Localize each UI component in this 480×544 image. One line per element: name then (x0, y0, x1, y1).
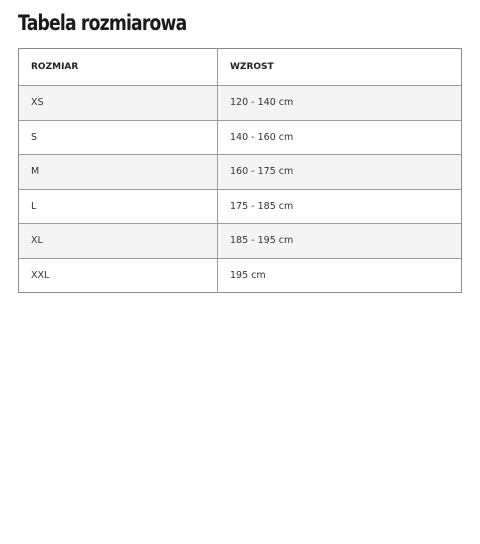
size-cell: XS (19, 86, 218, 121)
height-cell: 175 - 185 cm (218, 189, 462, 224)
height-cell: 185 - 195 cm (218, 224, 462, 259)
size-cell: M (19, 155, 218, 190)
height-cell: 140 - 160 cm (218, 120, 462, 155)
page-title: Tabela rozmiarowa (18, 11, 187, 35)
height-cell: 195 cm (230, 269, 266, 281)
column-header-height: WZROST (218, 49, 462, 86)
table-row (19, 120, 462, 155)
table-row (19, 258, 462, 293)
table-header (19, 49, 462, 86)
column-header-size: ROZMIAR (19, 49, 218, 86)
table-row (19, 86, 462, 121)
height-cell: 120 - 140 cm (218, 86, 462, 121)
size-cell: XXL (19, 258, 218, 293)
size-cell: S (19, 120, 218, 155)
table-row (19, 224, 462, 259)
table-row (19, 155, 462, 190)
table-body (19, 86, 462, 293)
size-chart-table (18, 48, 462, 293)
table-header-row (19, 49, 462, 86)
size-cell: L (19, 189, 218, 224)
table-row (19, 189, 462, 224)
height-cell: 160 - 175 cm (218, 155, 462, 190)
size-cell: XL (19, 224, 218, 259)
